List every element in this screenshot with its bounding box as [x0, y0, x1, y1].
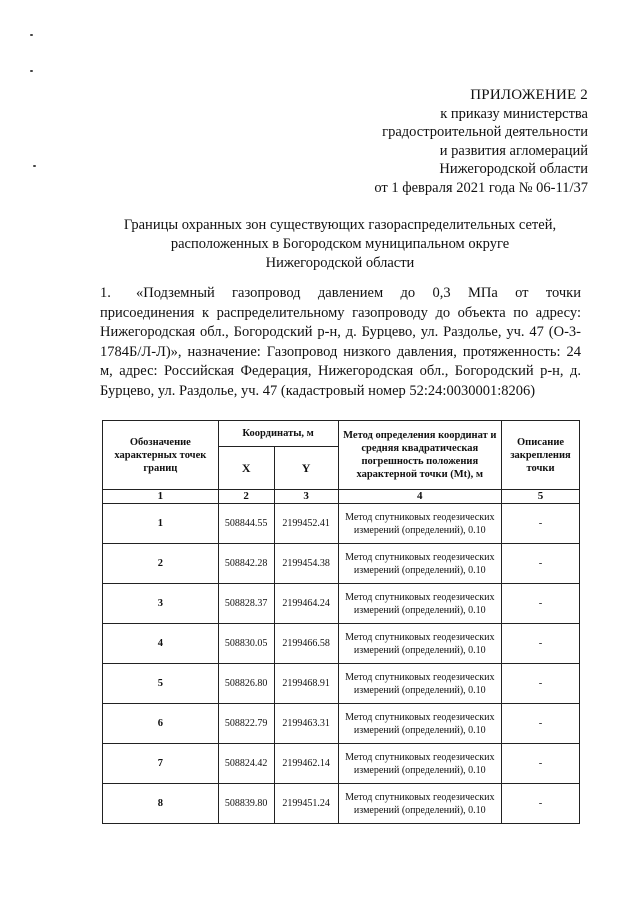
cell-y: 2199468.91: [274, 664, 338, 704]
cell-method: Метод спутниковых геодезических измерений (определений), 0.10: [338, 624, 502, 664]
title-line: Границы охранных зон существующих газораспределительных сетей,: [123, 217, 557, 233]
cell-x: 508828.37: [218, 584, 274, 624]
cell-fixing: -: [502, 704, 580, 744]
cell-x: 508844.55: [218, 504, 274, 544]
cell-point: 2: [103, 544, 219, 584]
item-number: 1.: [100, 285, 111, 301]
title-line: Нижегородской области: [265, 255, 415, 271]
table-row: [103, 664, 580, 704]
cell-method: Метод спутниковых геодезических измерений (определений), 0.10: [338, 664, 502, 704]
cell-x: 508839.80: [218, 784, 274, 824]
table-row: [103, 584, 580, 624]
column-number: 1: [103, 490, 219, 504]
document-title: [100, 216, 580, 273]
cell-fixing: -: [502, 544, 580, 584]
cell-point: 7: [103, 744, 219, 784]
header-point: Обозначение характерных точек границ: [103, 421, 219, 490]
cell-method: Метод спутниковых геодезических измерений (определений), 0.10: [338, 504, 502, 544]
cell-method: Метод спутниковых геодезических измерений (определений), 0.10: [338, 584, 502, 624]
cell-x: 508824.42: [218, 744, 274, 784]
cell-y: 2199462.14: [274, 744, 338, 784]
table-row: [103, 544, 580, 584]
appendix-line: Нижегородской области: [439, 161, 588, 177]
table-row: [103, 704, 580, 744]
cell-fixing: -: [502, 664, 580, 704]
table-row: [103, 744, 580, 784]
cell-y: 2199463.31: [274, 704, 338, 744]
cell-x: 508826.80: [218, 664, 274, 704]
column-number: 4: [338, 490, 502, 504]
cell-point: 4: [103, 624, 219, 664]
cell-method: Метод спутниковых геодезических измерений (определений), 0.10: [338, 704, 502, 744]
header-coords: Координаты, м: [218, 421, 338, 447]
item-paragraph: [100, 284, 581, 401]
cell-fixing: -: [502, 504, 580, 544]
scan-speck: [30, 34, 33, 36]
item-text: «Подземный газопровод давлением до 0,3 МПа от точки присоединения к распределительному газопроводу до объекта по адресу: Нижегородская обл., Богородский р-н, д. Бурцево, ул. Раздолье, уч. 47 (О-3-1784Б/Л-Л)», назначение: Газопровод низкого давления, протяженность: 24 м, адрес: Российская Федерация, Нижегородская обл., Богородский р-н, д. Бурцево, ул. Раздолье, уч. 47 (кадастровый номер 52:24:0030001:8206): [100, 285, 581, 399]
cell-y: 2199454.38: [274, 544, 338, 584]
cell-x: 508822.79: [218, 704, 274, 744]
appendix-line: градостроительной деятельности: [382, 124, 588, 140]
column-number: 5: [502, 490, 580, 504]
appendix-line: от 1 февраля 2021 года № 06-11/37: [374, 179, 588, 196]
header-x: X: [218, 447, 274, 490]
table-row: [103, 624, 580, 664]
appendix-title: ПРИЛОЖЕНИЕ 2: [470, 87, 588, 103]
appendix-line: и развития агломераций: [439, 142, 588, 159]
cell-method: Метод спутниковых геодезических измерений (определений), 0.10: [338, 744, 502, 784]
cell-point: 6: [103, 704, 219, 744]
cell-point: 5: [103, 664, 219, 704]
table-row: [103, 784, 580, 824]
cell-fixing: -: [502, 584, 580, 624]
coordinates-table: [102, 420, 580, 824]
cell-method: Метод спутниковых геодезических измерений (определений), 0.10: [338, 544, 502, 584]
appendix-block: [288, 86, 588, 197]
cell-fixing: -: [502, 624, 580, 664]
scan-speck: [33, 165, 36, 167]
header-y: Y: [274, 447, 338, 490]
header-method: Метод определения координат и средняя квадратическая погрешность положения характерной точки (Mt), м: [338, 421, 502, 490]
cell-y: 2199466.58: [274, 624, 338, 664]
cell-y: 2199464.24: [274, 584, 338, 624]
cell-fixing: -: [502, 744, 580, 784]
cell-x: 508842.28: [218, 544, 274, 584]
table-row: [103, 504, 580, 544]
appendix-line: к приказу министерства: [440, 105, 588, 122]
column-number: 2: [218, 490, 274, 504]
cell-point: 1: [103, 504, 219, 544]
header-fixing: Описание закрепления точки: [502, 421, 580, 490]
cell-point: 3: [103, 584, 219, 624]
cell-x: 508830.05: [218, 624, 274, 664]
scan-speck: [30, 70, 33, 72]
cell-y: 2199452.41: [274, 504, 338, 544]
cell-y: 2199451.24: [274, 784, 338, 824]
cell-method: Метод спутниковых геодезических измерений (определений), 0.10: [338, 784, 502, 824]
cell-point: 8: [103, 784, 219, 824]
cell-fixing: -: [502, 784, 580, 824]
column-number: 3: [274, 490, 338, 504]
title-line: расположенных в Богородском муниципальном округе: [170, 236, 510, 252]
